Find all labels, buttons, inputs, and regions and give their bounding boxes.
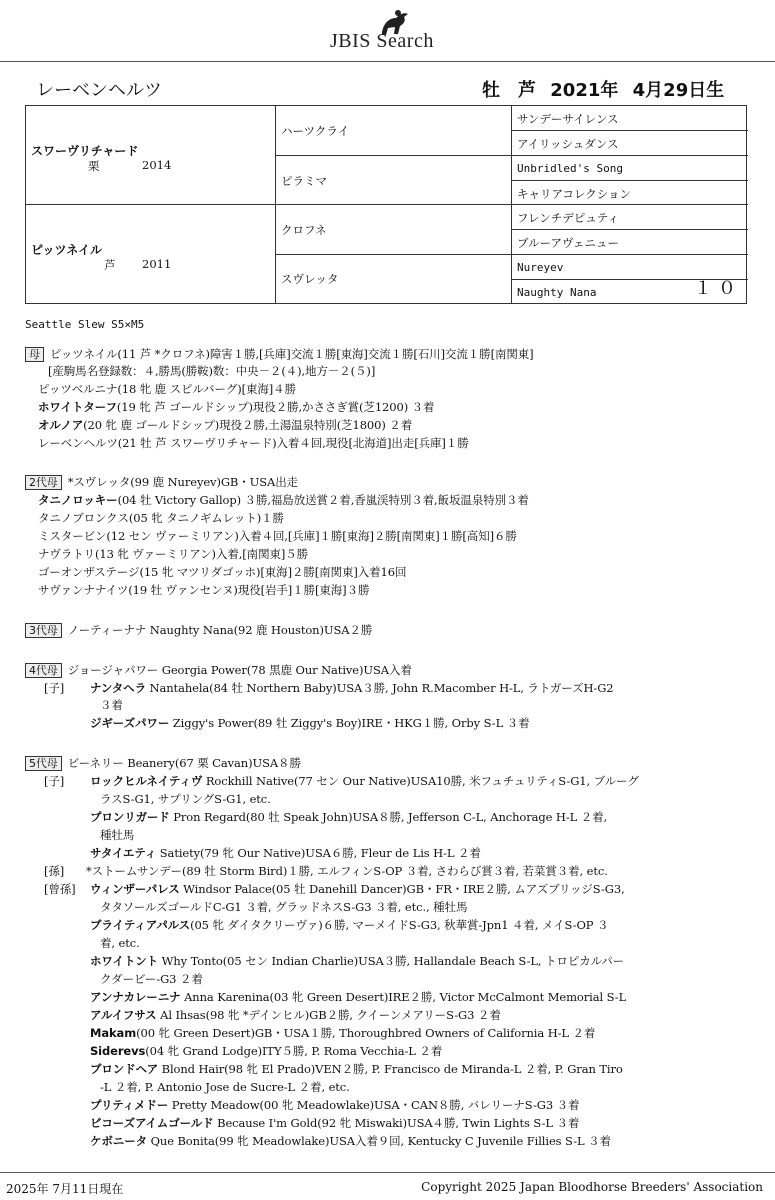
g5-line-17: Siderevs(04 牝 Grand Lodge)ITY５勝, P. Roma Vecchia-L ２着 [90, 1044, 443, 1058]
dam-line-4: ホワイトターフ(19 牝 芦 ゴールドシップ)現役２勝,かささぎ賞(芝1200) ３着 [38, 400, 435, 414]
dam-line-3: ピッツベルニナ(18 牝 鹿 スピルバーグ)[東海]４勝 [38, 382, 296, 396]
sire-dam-name[interactable]: ピラミマ [281, 174, 327, 188]
jbis-logo[interactable] [326, 8, 466, 56]
dam-dam-name[interactable]: スヴレッタ [281, 272, 339, 286]
logo-text: JBIS Search [330, 30, 434, 52]
sire-cell [26, 106, 276, 205]
g5-line-13: クダービー-G3 ２着 [100, 972, 203, 986]
g3-name-8[interactable]: Naughty Nana [517, 286, 597, 299]
g2-line-1: 2代母 *スヴレッタ(99 鹿 Nureyev)GB・USA出走 [25, 474, 298, 490]
g3-name-1[interactable]: サンデーサイレンス [517, 112, 619, 126]
bold-name[interactable]: ジギーズパワー [90, 716, 170, 730]
bold-name[interactable]: ビコーズアイムゴールド [90, 1116, 214, 1130]
g5-line-11: 着, etc. [100, 936, 140, 950]
inbreeding-note: Seattle Slew S5×M5 [25, 318, 145, 331]
horse-header [36, 76, 736, 102]
sex-color: 牡 芦 [482, 80, 536, 101]
header-divider [0, 61, 775, 62]
bold-name[interactable]: ブロンドヘア [90, 1062, 159, 1076]
bold-name[interactable]: タニノロッキー [38, 493, 118, 507]
g3-name-7[interactable]: Nureyev [517, 261, 564, 274]
g2-line-5: ナヴラトリ(13 牝 ヴァーミリアン)入着,[南関東]５勝 [38, 547, 309, 561]
bold-name[interactable]: Siderevs [90, 1044, 146, 1058]
bold-name[interactable]: アンナカレーニナ [90, 990, 181, 1004]
g3-cell-3 [512, 156, 748, 181]
g4-tag: 4代母 [25, 663, 62, 678]
g4-children-label: [子] [44, 681, 65, 695]
g2-line-3: タニノブロンクス(05 牝 タニノギムレット)１勝 [38, 511, 284, 525]
g5-line-14: アンナカレーニナ Anna Karenina(03 牝 Green Desert)IRE２勝, Victor McCalmont Memorial S-L [90, 990, 627, 1004]
bold-name[interactable]: Makam [90, 1026, 137, 1040]
dam-line-1: 母 ピッツネイル(11 芦 *クロフネ)障害１勝,[兵庫]交流１勝[東海]交流１勝[石川]交流１勝[南関東] [25, 346, 534, 362]
g5-line-16: Makam(00 牝 Green Desert)GB・USA１勝, Thoroughbred Owners of California H-L ２着 [90, 1026, 596, 1040]
footer-date: 2025年 7月11日現在 [6, 1182, 124, 1196]
g2-line-2: タニノロッキー(04 牡 Victory Gallop) ３勝,福島放送賞２着,香嵐渓特別３着,飯坂温泉特別３着 [38, 493, 529, 507]
g2-line-4: ミスタービン(12 セン ヴァーミリアン)入着４回,[兵庫]１勝[東海]２勝[南関東]１勝[高知]６勝 [38, 529, 517, 543]
g5-grandchildren-label: [孫] [44, 864, 65, 878]
pedigree-table [25, 105, 747, 304]
g5-children-label: [子] [44, 774, 65, 788]
g2-line-7: サヴァンナナイツ(19 牡 ヴァンセンヌ)現役[岩手]１勝[東海]３勝 [38, 583, 370, 597]
g2-line-6: ゴーオンザステージ(15 牝 マツリダゴッホ)[東海]２勝[南関東]入着16回 [38, 565, 407, 579]
dam-line-5: オルノア(20 牝 鹿 ゴールドシップ)現役２勝,土湯温泉特別(芝1800) ２着 [38, 418, 413, 432]
horse-name: レーベンヘルツ [36, 80, 162, 101]
dam-dam-cell [276, 255, 512, 303]
g5-line-18: ブロンドヘア Blond Hair(98 牝 El Prado)VEN２勝, P. Francisco de Miranda-L ２着, P. Gran Tiro [90, 1062, 623, 1076]
horse-meta [482, 76, 724, 102]
footer-copyright: Copyright 2025 Japan Bloodhorse Breeders' Association [421, 1180, 763, 1194]
dam-color: 芦 [104, 258, 116, 272]
bold-name[interactable]: ホワイトターフ [38, 400, 117, 414]
dam-name[interactable]: ピッツネイル [31, 243, 103, 257]
dam-sire-cell [276, 205, 512, 255]
sire-dam-cell [276, 156, 512, 205]
g5-line-5: 種牡馬 [100, 828, 135, 842]
g4-line-3: ３着 [100, 698, 123, 712]
g3-tag: 3代母 [25, 623, 62, 638]
dam-cell [26, 205, 276, 303]
birth-date: 2021年 4月29日生 [550, 80, 725, 101]
bold-name[interactable]: アルイフサス [90, 1008, 157, 1022]
bold-name[interactable]: プリティメドー [90, 1098, 169, 1112]
g5-great-grandchildren-label: [曾孫] [44, 882, 76, 896]
bold-name[interactable]: プロンリガード [90, 810, 170, 824]
bold-name[interactable]: ロックヒルネイティヴ [90, 774, 203, 788]
g5-line-9: タタソールズゴールドC-G1 ３着, グラッドネスS-G3 ３着, etc., 種牡馬 [100, 900, 468, 914]
g3-name-5[interactable]: フレンチデピュティ [517, 211, 619, 225]
dam-line-6: レーベンヘルツ(21 牡 芦 スワーヴリチャード)入着４回,現役[北海道]出走[兵庫]１勝 [38, 436, 469, 450]
g5-line-3: ラスS-G1, サプリングS-G1, etc. [100, 792, 271, 806]
sire-year: 2014 [142, 158, 172, 172]
g5-line-4: プロンリガード Pron Regard(80 牡 Speak John)USA８勝, Jefferson C-L, Anchorage H-L ２着, [90, 810, 608, 824]
dam-line-2: [産駒馬名登録数：４,勝馬(勝鞍)数：中央－２(４),地方－２(５)] [48, 364, 376, 378]
sire-color: 栗 [88, 159, 100, 173]
g3-name-6[interactable]: ブルーアヴェニュー [517, 236, 620, 250]
g2-tag: 2代母 [25, 475, 62, 490]
g5-tag: 5代母 [25, 756, 62, 771]
g5-line-7: *ストームサンデー(89 牡 Storm Bird)１勝, エルフィンS-OP ３着, さわらび賞３着, 若菜賞３着, etc. [86, 864, 608, 878]
bold-name[interactable]: ウィンザーパレス [90, 882, 180, 896]
g3-cell-5 [512, 205, 748, 230]
sire-sire-cell [276, 106, 512, 156]
g3-cell-1 [512, 106, 748, 131]
dam-sire-name[interactable]: クロフネ [281, 223, 327, 237]
g4-line-1: 4代母 ジョージャパワー Georgia Power(78 黒鹿 Our Native)USA入着 [25, 662, 412, 678]
footer-divider [0, 1172, 775, 1173]
bold-name[interactable]: ホワイトント [90, 954, 159, 968]
g5-line-2: ロックヒルネイティヴ Rockhill Native(77 セン Our Native)USA10勝, 米フュチュリティS-G1, ブルーグ [90, 774, 639, 788]
g5-line-22: ケボニータ Que Bonita(99 牝 Meadowlake)USA入着９回, Kentucky C Juvenile Fillies S-L ３着 [90, 1134, 611, 1148]
g5-line-8: ウィンザーパレス Windsor Palace(05 牡 Danehill Dancer)GB・FR・IRE２勝, ムアズブリッジS-G3, [90, 882, 625, 896]
bold-name[interactable]: ケボニータ [90, 1134, 147, 1148]
g4-line-2: ナンタヘラ Nantahela(84 牡 Northern Baby)USA３勝, John R.Macomber H-L, ラトガーズH-G2 [90, 681, 614, 695]
g3-line-1: 3代母 ノーティーナナ Naughty Nana(92 鹿 Houston)USA２勝 [25, 622, 372, 638]
g3-name-2[interactable]: アイリッシュダンス [517, 137, 619, 151]
g3-name-3[interactable]: Unbridled's Song [517, 162, 623, 175]
g3-cell-2 [512, 131, 748, 156]
g4-line-4: ジギーズパワー Ziggy's Power(89 牡 Ziggy's Boy)IRE・HKG１勝, Orby S-L ３着 [90, 716, 530, 730]
sire-sire-name[interactable]: ハーツクライ [281, 124, 350, 138]
bold-name[interactable]: オルノア [38, 418, 84, 432]
g5-line-19: -L ２着, P. Antonio Jose de Sucre-L ２着, etc. [100, 1080, 350, 1094]
g5-line-6: サタイエティ Satiety(79 牝 Our Native)USA６勝, Fleur de Lis H-L ２着 [90, 846, 481, 860]
g5-line-15: アルイフサス Al Ihsas(98 牝 *デインヒル)GB２勝, クイーンメアリーS-G3 ２着 [90, 1008, 501, 1022]
g5-line-21: ビコーズアイムゴールド Because I'm Gold(92 牝 Miswaki)USA４勝, Twin Lights S-L ３着 [90, 1116, 580, 1130]
dam-year: 2011 [142, 257, 172, 271]
sire-name[interactable]: スワーヴリチャード [31, 144, 139, 158]
dam-tag: 母 [25, 347, 44, 362]
reference-number: １０ [694, 278, 742, 298]
bold-name[interactable]: ブライティアパルス [90, 918, 191, 932]
g3-cell-6 [512, 230, 748, 255]
g3-cell-4 [512, 181, 748, 205]
g5-line-1: 5代母 ビーネリー Beanery(67 栗 Cavan)USA８勝 [25, 755, 301, 771]
g5-line-12: ホワイトント Why Tonto(05 セン Indian Charlie)USA３勝, Hallandale Beach S-L, トロピカルパー [90, 954, 624, 968]
g3-cell-8 [512, 280, 748, 303]
g5-line-20: プリティメドー Pretty Meadow(00 牝 Meadowlake)USA・CAN８勝, バレリーナS-G3 ３着 [90, 1098, 580, 1112]
g3-name-4[interactable]: キャリアコレクション [517, 187, 631, 201]
bold-name[interactable]: ナンタヘラ [90, 681, 146, 695]
bold-name[interactable]: サタイエティ [90, 846, 157, 860]
g5-line-10: ブライティアパルス(05 牝 ダイタクリーヴァ)６勝, マーメイドS-G3, 秋華賞-Jpn1 ４着, メイS-OP ３ [90, 918, 609, 932]
